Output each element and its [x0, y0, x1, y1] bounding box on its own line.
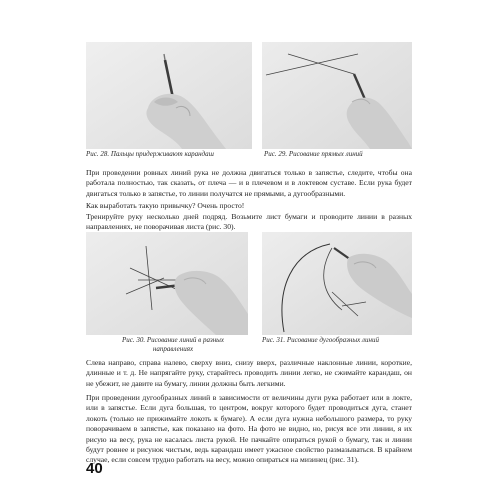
paragraph-5: При проведении дугообразных линий в зависимости от величины дуги рука работает или в локте, или в запястье. Если дуга большая, то центром, вокруг которого будет проводиться дуга, станет локоть (только не прижимайте локоть к бумаге). А если дуга нужна небольшого размера, то руку поворачиваем в запястье, как показано на фото. На фото не видно, но, рисуя все эти линии, я их рисую на весу, рука не касалась листа рукой. Не пачкайте опираться рукой о бумагу, так и линии будут ровнее и рисунок чистым, ведь карандаш имеет ужасное свойство размазываться. В крайнем случае, если совсем трудно работать на весу, можно опираться на мизинец (рис. 31). [86, 393, 412, 465]
paragraph-1: При проведении ровных линий рука не должна двигаться только в запястье, следите, чтобы она работала полностью, так сказать, от плеча — и в плечевом и в локтевом суставе. Если рука будет двигаться только в запястье, то линии получатся не прямыми, а дугообразными. [86, 168, 412, 198]
paragraph-3: Тренируйте руку несколько дней подряд. Возьмите лист бумаги и проводите линии в разных направлениях, не поворачивая листа (рис. 30). [86, 212, 412, 232]
paragraph-2: Как выработать такую привычку? Очень просто! [86, 201, 245, 210]
figure-30-caption: Рис. 30. Рисование линий в разных направлениях [121, 336, 225, 353]
figure-30-photo [86, 232, 248, 335]
paragraph-4: Слева направо, справа налево, сверху вниз, снизу вверх, различные наклонные линии, короткие, длинные и т. д. Не напрягайте руку, старайтесь проводить линии легко, не сжимайте карандаш, он не убежит, не давите на бумагу, линии должны быть легкими. [86, 358, 412, 388]
figure-28-caption: Рис. 28. Пальцы придерживают карандаш [86, 150, 214, 158]
figure-31-caption: Рис. 31. Рисование дугообразных линий [262, 336, 379, 344]
figure-28-photo [86, 42, 252, 149]
figure-31-photo [262, 232, 412, 335]
figure-29-caption: Рис. 29. Рисование прямых линий [264, 150, 363, 158]
figure-29-photo [262, 42, 412, 149]
page-number: 40 [86, 460, 103, 477]
